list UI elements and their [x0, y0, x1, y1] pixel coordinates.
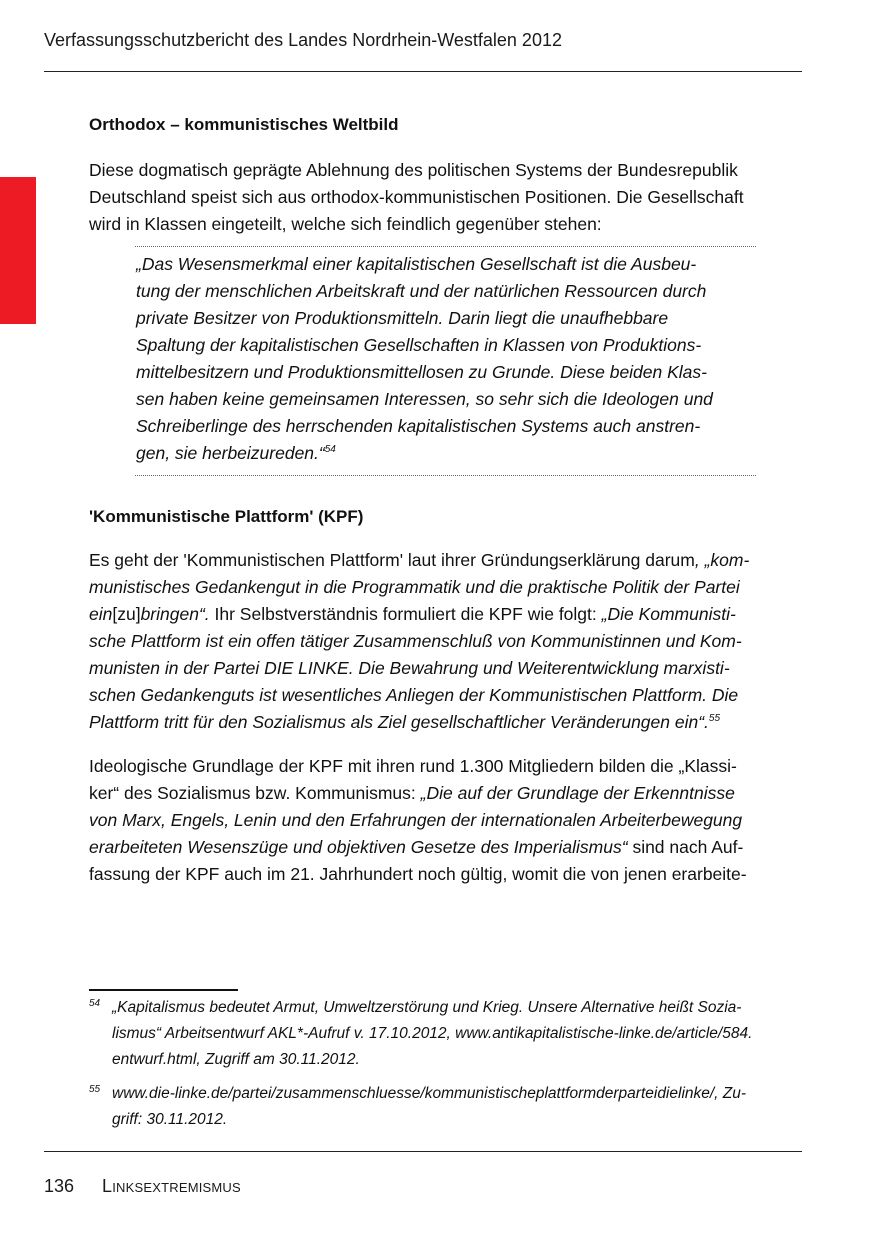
text-italic: „Die auf der Grundlage der Erkenntnisse — [420, 783, 735, 803]
paragraph-line: munisten in der Partei DIE LINKE. Die Bewahrung und Weiterentwicklung marxisti- — [89, 658, 730, 678]
header-rule — [44, 71, 802, 72]
quote-line: mittelbesitzern und Produktionsmittellosen zu Grunde. Diese beiden Klas- — [136, 362, 707, 382]
section-heading-kpf: 'Kommunistische Plattform' (KPF) — [89, 507, 364, 526]
footnote-line: griff: 30.11.2012. — [112, 1111, 228, 1128]
paragraph-line — [89, 709, 801, 736]
footnote-line: lismus“ Arbeitsentwurf AKL*-Aufruf v. 17.10.2012, www.antikapitalistische-linke.de/article/584. — [112, 1025, 753, 1042]
text-italic: bringen“. — [140, 604, 210, 624]
paragraph-kpf-2 — [89, 753, 801, 888]
text-italic: „Die Kommunisti- — [601, 604, 736, 624]
footnote-number: 54 — [89, 998, 101, 1009]
quote-line: sen haben keine gemeinsamen Interessen, so sehr sich die Ideologen und — [136, 389, 713, 409]
paragraph-line — [89, 780, 801, 807]
paragraph-line: von Marx, Engels, Lenin und den Erfahrungen der internationalen Arbeiterbewegung — [89, 810, 743, 830]
paragraph-line: sche Plattform ist ein offen tätiger Zusammenschluß von Kommunistinnen und Kom- — [89, 631, 742, 651]
footnote-ref-55[interactable]: 55 — [708, 713, 721, 725]
paragraph-line: Diese dogmatisch geprägte Ablehnung des politischen Systems der Bundesrepublik — [89, 160, 738, 180]
chapter-marker-tab — [0, 177, 36, 324]
text-normal: Ihr Selbstverständnis formuliert die KPF wie folgt: — [209, 604, 602, 624]
quote-line: „Das Wesensmerkmal einer kapitalistischen Gesellschaft ist die Ausbeu- — [136, 254, 697, 274]
paragraph-line: Deutschland speist sich aus orthodox-kommunistischen Positionen. Die Gesellschaft — [89, 187, 744, 207]
running-header-title: Verfassungsschutzbericht des Landes Nordrhein-Westfalen 2012 — [44, 30, 562, 50]
main-content — [89, 112, 801, 888]
text-normal: ker“ des Sozialismus bzw. Kommunismus: — [89, 783, 421, 803]
paragraph-line — [89, 834, 801, 861]
block-quote — [135, 246, 756, 476]
footnote-line: „Kapitalismus bedeutet Armut, Umweltzerstörung und Krieg. Unsere Alternative heißt Sozia- — [112, 999, 742, 1016]
text-italic: , „kom- — [694, 550, 750, 570]
paragraph-line: wird in Klassen eingeteilt, welche sich feindlich gegenüber stehen: — [89, 214, 602, 234]
paragraph-intro — [89, 157, 801, 238]
footnote-number: 55 — [89, 1084, 101, 1095]
quote-line — [136, 440, 756, 467]
paragraph-line: schen Gedankenguts ist wesentliches Anliegen der Kommunistischen Plattform. Die — [89, 685, 739, 705]
section-heading-orthodox: Orthodox – kommunistisches Weltbild — [89, 115, 399, 134]
footnotes — [89, 995, 801, 1133]
text-normal: Es geht der 'Kommunistischen Plattform' laut ihrer Gründungserklärung darum — [89, 550, 695, 570]
text-italic: Plattform tritt für den Sozialismus als Ziel gesellschaftlicher Veränderungen ein“. — [89, 712, 709, 732]
footnote-55 — [89, 1081, 801, 1133]
footnote-separator — [89, 989, 238, 991]
text-normal: sind nach Auf- — [627, 837, 744, 857]
page-number: 136 — [44, 1176, 75, 1196]
footer-rule — [44, 1151, 802, 1152]
text-italic: erarbeiteten Wesenszüge und objektiven Gesetze des Imperialismus“ — [89, 837, 628, 857]
text-normal: [zu] — [112, 604, 141, 624]
footnote-line: entwurf.html, Zugriff am 30.11.2012. — [112, 1051, 360, 1068]
footnote-line: www.die-linke.de/partei/zusammenschluesse/kommunistischeplattformderparteidielinke/, Zu- — [112, 1085, 747, 1102]
paragraph-line: Ideologische Grundlage der KPF mit ihren rund 1.300 Mitgliedern bilden die „Klassi- — [89, 756, 737, 776]
paragraph-kpf-1 — [89, 547, 801, 736]
paragraph-line — [89, 601, 801, 628]
quote-line: private Besitzer von Produktionsmitteln. Darin liegt die unaufhebbare — [136, 308, 669, 328]
footnote-ref-54[interactable]: 54 — [324, 444, 336, 456]
footer-section-name: Linksextremismus — [102, 1176, 241, 1196]
paragraph-line — [89, 547, 801, 574]
quote-line: Spaltung der kapitalistischen Gesellschaften in Klassen von Produktions- — [136, 335, 702, 355]
paragraph-line: munistisches Gedankengut in die Programmatik und die praktische Politik der Partei — [89, 577, 740, 597]
quote-line: Schreiberlinge des herrschenden kapitalistischen Systems auch anstren- — [136, 416, 701, 436]
paragraph-line: fassung der KPF auch im 21. Jahrhundert noch gültig, womit die von jenen erarbeite- — [89, 864, 747, 884]
text-italic: ein — [89, 604, 113, 624]
footnote-54 — [89, 995, 801, 1073]
quote-line: tung der menschlichen Arbeitskraft und der natürlichen Ressourcen durch — [136, 281, 707, 301]
quote-text: gen, sie herbeizureden.“ — [136, 443, 325, 463]
